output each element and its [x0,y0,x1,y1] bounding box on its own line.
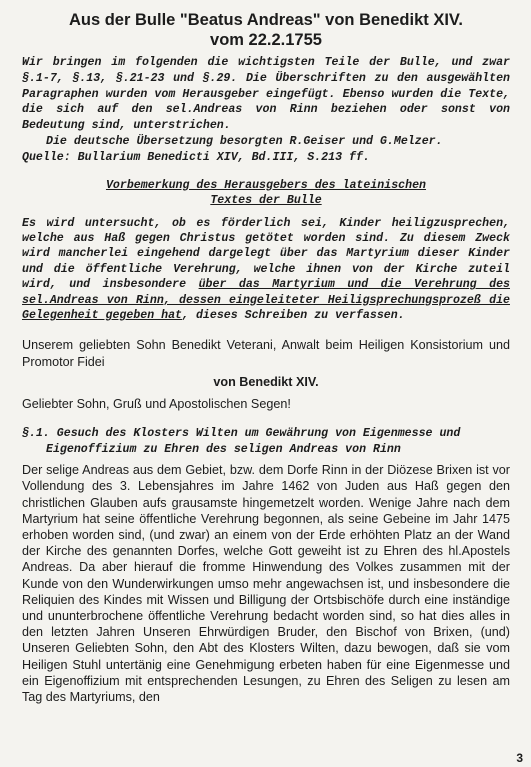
sender: von Benedikt XIV. [213,374,319,389]
vorbemerkung-text [22,216,510,324]
document-title [22,10,510,50]
translator-note: Die deutsche Übersetzung besorgten R.Geiser und G.Melzer. [46,134,443,148]
document-page [22,10,510,705]
vorbemerkung-line-2: Textes der Bulle [210,193,322,207]
title-line-1: Aus der Bulle "Beatus Andreas" von Benedikt XIV. [68,11,464,29]
vorbemerkung-text-end: , dieses Schreiben zu verfassen. [182,309,405,323]
addressee: Unserem geliebten Sohn Benedikt Veterani, Anwalt beim Heiligen Konsistorium und Promotor Fidei [22,338,510,369]
vorbemerkung-line-1: Vorbemerkung des Herausgebers des lateinischen [105,178,427,192]
section-1-heading: §.1. Gesuch des Klosters Wilten um Gewährung von Eigenmesse und Eigenoffizium zu Ehren des seligen Andreas von Rinn [22,427,461,456]
greeting: Geliebter Sohn, Gruß und Apostolischen Segen! [22,396,291,411]
intro-block [22,55,510,166]
intro-paragraph: Wir bringen im folgenden die wichtigsten Teile der Bulle, und zwar §.1-7, §.13, §.21-23 und §.29. Die Überschriften zu den ausgewählten Paragraphen wurden vom Herausgeber eingefügt. Ebenso wurden die Texte, die sich auf den sel.Andreas von Rinn beziehen oder sonst von Bedeutung sind, unterstrichen. [22,56,510,133]
vorbemerkung-heading [22,178,510,208]
section-1-text: Der selige Andreas aus dem Gebiet, bzw. dem Dorfe Rinn in der Diözese Brixen ist vor Vollendung des 3. Lebensjahres im Jahre 1462 von Juden aus Haß gegen den christlichen Glauben aufs grausamste hingemetzelt worden. Wenige Jahre nach dem Martyrium hat seine öffentliche Verehrung begonnen, als seine Gebeine im Jahr 1475 erhoben worden sind, (und zwar) an einem von der Erde erhöhten Platz an der Wand der Kirche des genannten Dorfes, welche Gott geweiht ist zu Ehren des hl.Apostels Andreas. Da aber hierauf die fromme Hinwendung des Volkes zusammen mit der Kunde von den Wunderwirkungen umso mehr angewachsen ist, und insbesondere die Reliquien des Kindes mit Wissen und Billigung der Ortsbischöfe durch eine inständige und ununterbrochene öffentliche Verehrung bedacht worden sind, so hat dies alles in den letzten Jahren Unseren Ehrwürdigen Bruder, den Bischof von Brixen, (und) Unseren Geliebten Sohn, den Abt des Klosters Wilten, dazu bewogen, daß sie vom Heiligen Stuhl untertänig eine Genehmigung erbeten haben für eine Eigenmesse und ein Eigenoffizium mit entsprechenden Lesungen, zu Ehren des Seligen zu lesen am Tag des Martyriums, den [22,463,510,705]
vorbemerkung-text-start: Es wird untersucht, ob es förderlich sei, Kinder heiligzusprechen, welche aus Haß gegen Christus getötet worden sind. Zu diesem Zweck wird mancherlei eingehend dargelegt über das Martyrium dieser Kinder und die öffentliche Verehrung, welche ihnen von der Kirche zuteil wird, und insbesondere [22,216,510,292]
title-line-2: vom 22.2.1755 [210,31,322,49]
page-number: 3 [516,751,523,765]
vorbemerkung-text-underlined: über das Martyrium und die Verehrung des sel.Andreas von Rinn, dessen eingeleiteter Heiligsprechungsprozeß die Gelegenheit gegeben hat [22,278,510,323]
source-note: Quelle: Bullarium Benedicti XIV, Bd.III, S.213 ff. [22,150,370,164]
